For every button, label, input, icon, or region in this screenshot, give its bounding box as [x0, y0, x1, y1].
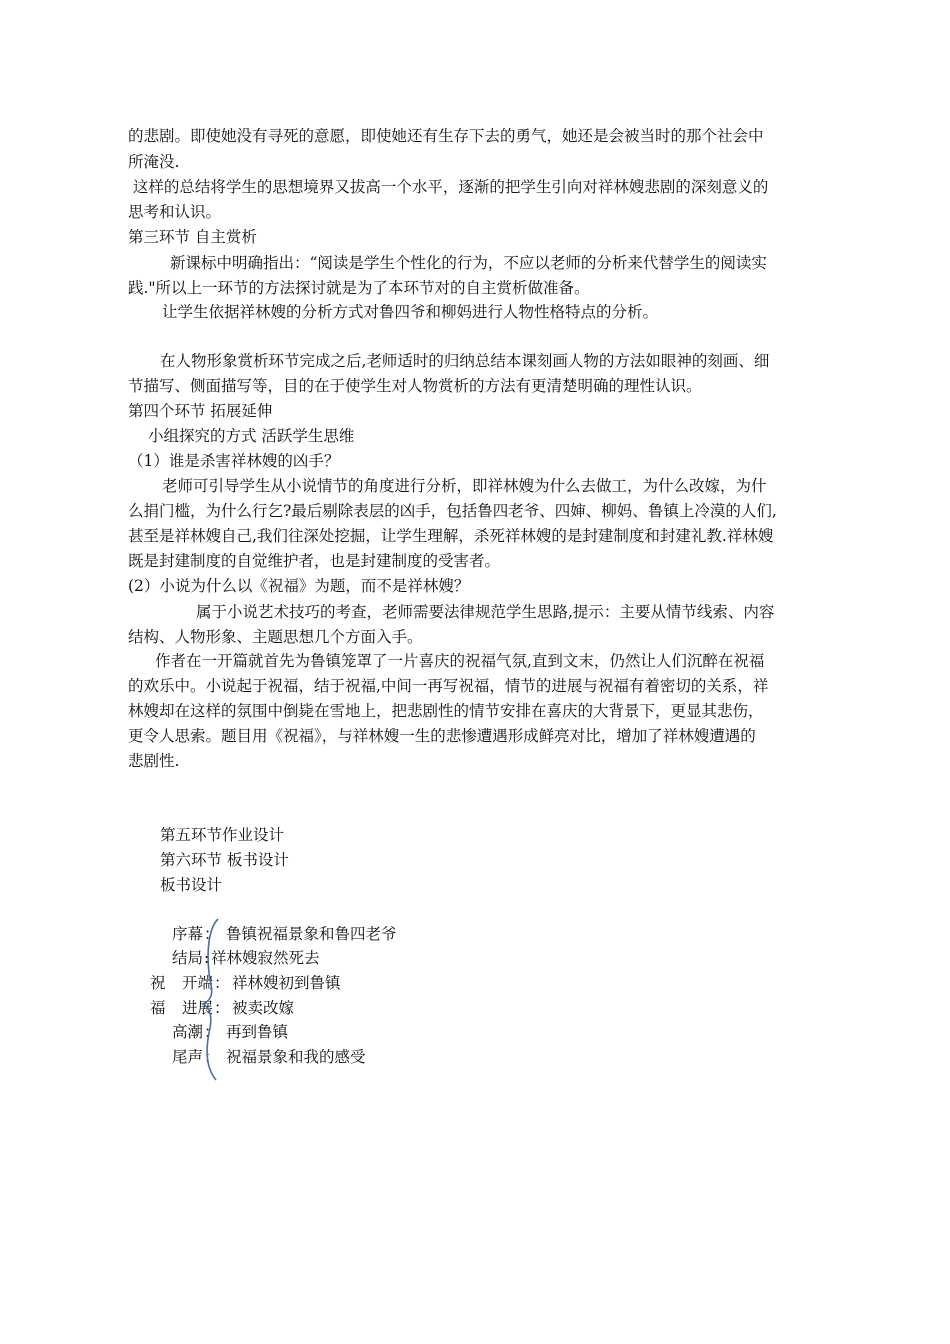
body-text-line: 这样的总结将学生的思想境界又拔高一个水平，逐渐的把学生引向对祥林嫂悲剧的深刻意义的 [128, 178, 769, 196]
section-heading: 第三环节 自主赏析 [128, 228, 257, 246]
body-text-line: 所淹没. [128, 153, 180, 171]
body-text-line: 林嫂却在这样的氛围中倒毙在雪地上，把悲剧性的情节安排在喜庆的大背景下，更显其悲伤， [128, 702, 764, 720]
board-item-label: 结局 [172, 949, 204, 967]
body-text-line: 思考和认识。 [128, 203, 222, 221]
body-text-line: 属于小说艺术技巧的考查，老师需要法律规范学生思路,提示：主要从情节线索、内容 [196, 603, 775, 621]
board-item-text: 祥林嫂寂然死去 [211, 949, 320, 967]
board-colon: ： [214, 974, 230, 992]
board-item-text: 祝福景象和我的感受 [226, 1048, 366, 1066]
board-item-text: 祥林嫂初到鲁镇 [232, 974, 341, 992]
body-text-line: 作者在一开篇就首先为鲁镇笼罩了一片喜庆的祝福气氛,直到文末，仍然让人们沉醉在祝福 [155, 652, 765, 670]
body-text-line: 既是封建制度的自觉维护者，也是封建制度的受害者。 [128, 552, 501, 570]
body-text-line: 新课标中明确指出：“阅读是学生个性化的行为，不应以老师的分析来代替学生的阅读实 [170, 254, 767, 272]
body-text-line: 结构、人物形象、主题思想几个方面入手。 [128, 628, 423, 646]
section-heading: 第五环节作业设计 [160, 826, 285, 844]
section-heading: 板书设计 [160, 876, 223, 894]
body-text-line: 的悲剧。即使她没有寻死的意愿，即使她还有生存下去的勇气，她还是会被当时的那个社会中 [128, 127, 764, 145]
body-text-line: 老师可引导学生从小说情节的角度进行分析，即祥林嫂为什么去做工，为什么改嫁，为什 [162, 477, 767, 495]
question-heading: （1）谁是杀害祥林嫂的凶手？ [128, 452, 340, 470]
section-heading: 第六环节 板书设计 [160, 851, 289, 869]
body-text-line: 甚至是祥林嫂自己,我们往深处挖掘，让学生理解，杀死祥林嫂的是封建制度和封建礼教.祥林嫂 [128, 527, 774, 545]
body-text-line: 小组探究的方式 活跃学生思维 [148, 427, 355, 445]
body-text-line: 在人物形象赏析环节完成之后,老师适时的归纳总结本课刻画人物的方法如眼神的刻画、细 [160, 352, 770, 370]
board-side-label: 福 [150, 999, 166, 1017]
body-text-line: 让学生依据祥林嫂的分析方式对鲁四爷和柳妈进行人物性格特点的分析。 [162, 303, 659, 321]
board-item-label: 高潮 [172, 1023, 204, 1041]
board-colon: ： [204, 1048, 220, 1066]
board-item-label: 开端 [182, 974, 214, 992]
question-heading: (2）小说为什么以《祝福》为题，而不是祥林嫂？ [128, 577, 470, 595]
section-heading: 第四个环节 拓展延伸 [128, 402, 273, 420]
body-text-line: 悲剧性. [128, 752, 180, 770]
board-item-text: 再到鲁镇 [226, 1023, 289, 1041]
board-item-label: 进展 [182, 999, 214, 1017]
body-text-line: 更令人思索。题目用《祝福》，与祥林嫂一生的悲惨遭遇形成鲜亮对比，增加了祥林嫂遭遇的 [128, 727, 756, 745]
board-item-text: 鲁镇祝福景象和鲁四老爷 [226, 925, 397, 943]
body-text-line: 的欢乐中。小说起于祝福，结于祝福,中间一再写祝福，情节的进展与祝福有着密切的关系，祥 [128, 677, 769, 695]
board-colon: ： [204, 1023, 220, 1041]
board-colon: ： [214, 999, 230, 1017]
body-text-line: 节描写、侧面描写等，目的在于使学生对人物赏析的方法有更清楚明确的理性认识。 [128, 377, 702, 395]
board-colon: : [204, 949, 210, 967]
board-colon: ： [204, 925, 220, 943]
board-item-text: 被卖改嫁 [232, 999, 295, 1017]
body-text-line: 践."所以上一环节的方法探讨就是为了本环节对的自主赏析做准备。 [128, 279, 590, 297]
board-item-label: 尾声 [172, 1048, 204, 1066]
board-item-label: 序幕 [172, 925, 204, 943]
body-text-line: 么捐门槛，为什么行乞?最后剔除表层的凶手，包括鲁四老爷、四婶、柳妈、鲁镇上冷漠的人们, [128, 502, 777, 520]
board-side-label: 祝 [150, 974, 166, 992]
